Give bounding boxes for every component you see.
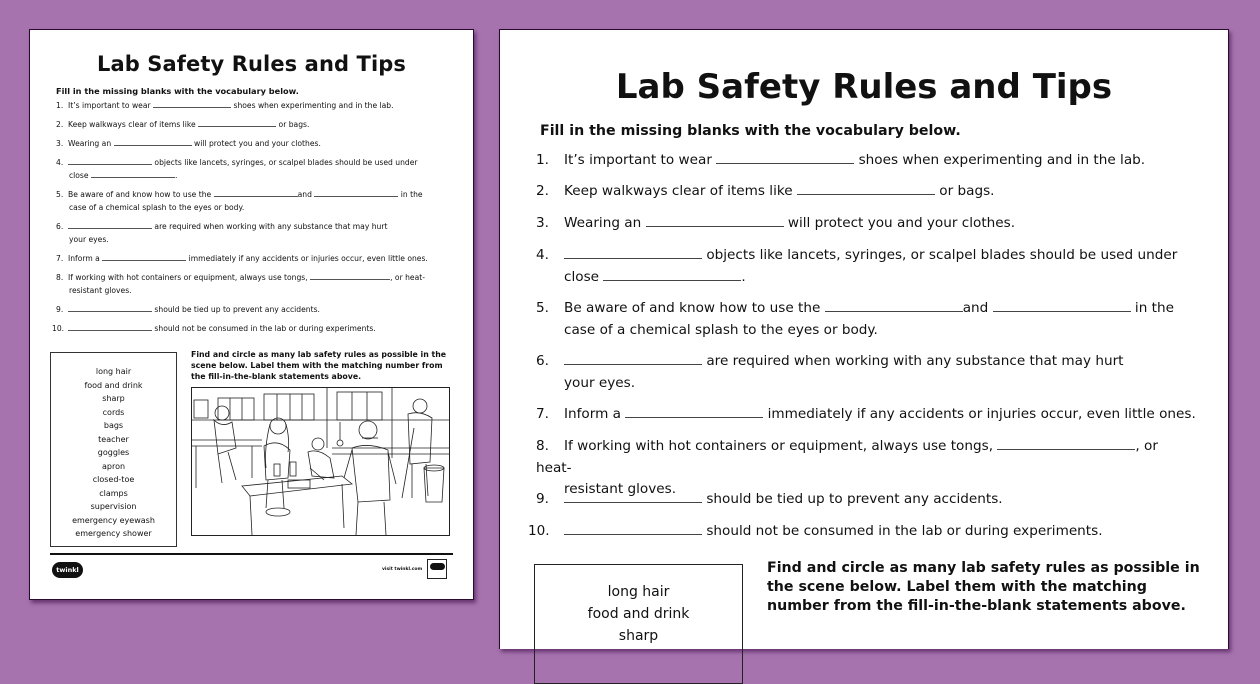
- vocab-word: food and drink: [84, 380, 143, 390]
- answer-blank[interactable]: [153, 100, 231, 108]
- twinkl-logo: twinkl: [52, 562, 83, 578]
- question-7: 7. Inform a immediately if any accidents or injuries occur, even little ones.: [56, 254, 428, 263]
- find-instructions: Find and circle as many lab safety rules as possible in the scene below. Label them with the matching number from the fill-in-the-blank statements above.: [191, 350, 447, 382]
- answer-blank[interactable]: [214, 189, 298, 197]
- instructions: Fill in the missing blanks with the vocabulary below.: [540, 123, 961, 139]
- question-9: 9. should be tied up to prevent any accidents.: [56, 305, 320, 314]
- vocab-word: long hair: [607, 584, 670, 600]
- answer-blank[interactable]: [646, 215, 784, 227]
- visit-link[interactable]: visit twinkl.com: [382, 567, 423, 572]
- worksheet-thumbnail: [29, 29, 474, 600]
- vocab-word: clamps: [99, 488, 128, 498]
- answer-blank[interactable]: [625, 406, 763, 418]
- answer-blank[interactable]: [102, 253, 186, 261]
- vocabulary-box: [534, 564, 743, 684]
- vocab-word: supervision: [90, 502, 137, 511]
- question-1: 1. It’s important to wear shoes when experimenting and in the lab.: [536, 152, 1146, 168]
- vocab-word: sharp: [102, 394, 125, 403]
- question-9: 9. should be tied up to prevent any accidents.: [536, 491, 1003, 507]
- answer-blank[interactable]: [564, 247, 702, 259]
- lab-scene-illustration: [191, 387, 450, 536]
- question-3: 3. Wearing an will protect you and your clothes.: [536, 215, 1016, 231]
- question-6: 6. are required when working with any substance that may hurt your eyes.: [536, 353, 1124, 391]
- page-title: Lab Safety Rules and Tips: [97, 52, 406, 76]
- vocab-word: emergency eyewash: [72, 515, 155, 525]
- question-4: 4. objects like lancets, syringes, or scalpel blades should be used under close .: [536, 247, 1178, 285]
- vocab-word: sharp: [618, 628, 659, 644]
- answer-blank[interactable]: [68, 323, 152, 331]
- question-4: 4. objects like lancets, syringes, or scalpel blades should be used under close .: [56, 158, 418, 180]
- vocab-word: emergency shower: [75, 529, 152, 538]
- answer-blank[interactable]: [314, 189, 398, 197]
- question-8: 8. If working with hot containers or equipment, always use tongs, , or heat- resistant gloves.: [56, 273, 425, 295]
- vocab-word: food and drink: [587, 606, 690, 622]
- answer-blank[interactable]: [716, 152, 854, 164]
- footer-divider: [50, 553, 453, 555]
- answer-blank[interactable]: [68, 304, 152, 312]
- question-3: 3. Wearing an will protect you and your clothes.: [56, 139, 321, 148]
- vocab-word: apron: [101, 461, 126, 471]
- answer-blank[interactable]: [797, 183, 935, 195]
- question-2: 2. Keep walkways clear of items like or bags.: [56, 120, 310, 129]
- question-10: 10. should not be consumed in the lab or during experiments.: [528, 523, 1103, 539]
- answer-blank[interactable]: [564, 523, 702, 535]
- answer-blank[interactable]: [993, 300, 1131, 312]
- vocab-word: closed-toe: [92, 475, 135, 484]
- answer-blank[interactable]: [825, 300, 963, 312]
- vocab-word: cords: [102, 407, 125, 417]
- question-1: 1. It’s important to wear shoes when experimenting and in the lab.: [56, 101, 394, 110]
- question-2: 2. Keep walkways clear of items like or bags.: [536, 183, 995, 199]
- page-title: Lab Safety Rules and Tips: [615, 67, 1113, 107]
- question-8: 8. If working with hot containers or equipment, always use tongs, , or heat- resistant gloves.: [536, 438, 1158, 497]
- question-6: 6. are required when working with any substance that may hurt your eyes.: [56, 222, 388, 244]
- answer-blank[interactable]: [564, 491, 702, 503]
- question-10: 10. should not be consumed in the lab or during experiments.: [52, 324, 376, 333]
- answer-blank[interactable]: [198, 119, 276, 127]
- question-5: 5. Be aware of and know how to use the and in the case of a chemical splash to the eyes or body.: [56, 190, 423, 212]
- answer-blank[interactable]: [564, 353, 702, 365]
- answer-blank[interactable]: [603, 269, 741, 281]
- vocab-word: long hair: [95, 367, 132, 376]
- vocab-word: bags: [103, 421, 124, 430]
- answer-blank[interactable]: [997, 438, 1135, 450]
- quality-badge-icon: [427, 559, 447, 579]
- instructions: Fill in the missing blanks with the vocabulary below.: [56, 86, 299, 96]
- vocab-word: teacher: [98, 434, 129, 444]
- question-7: 7. Inform a immediately if any accidents or injuries occur, even little ones.: [536, 406, 1196, 422]
- vocabulary-box: [50, 352, 177, 547]
- answer-blank[interactable]: [68, 157, 152, 165]
- question-5: 5. Be aware of and know how to use the and in the case of a chemical splash to the eyes or body.: [536, 300, 1174, 338]
- vocab-word: goggles: [97, 448, 130, 457]
- worksheet-zoomed: [499, 29, 1229, 649]
- answer-blank[interactable]: [68, 221, 152, 229]
- answer-blank[interactable]: [114, 138, 192, 146]
- find-instructions: Find and circle as many lab safety rules as possible in the scene below. Label them with the matching number from the fill-in-the-blank statements above.: [767, 560, 1200, 614]
- answer-blank[interactable]: [310, 272, 390, 280]
- answer-blank[interactable]: [91, 170, 175, 178]
